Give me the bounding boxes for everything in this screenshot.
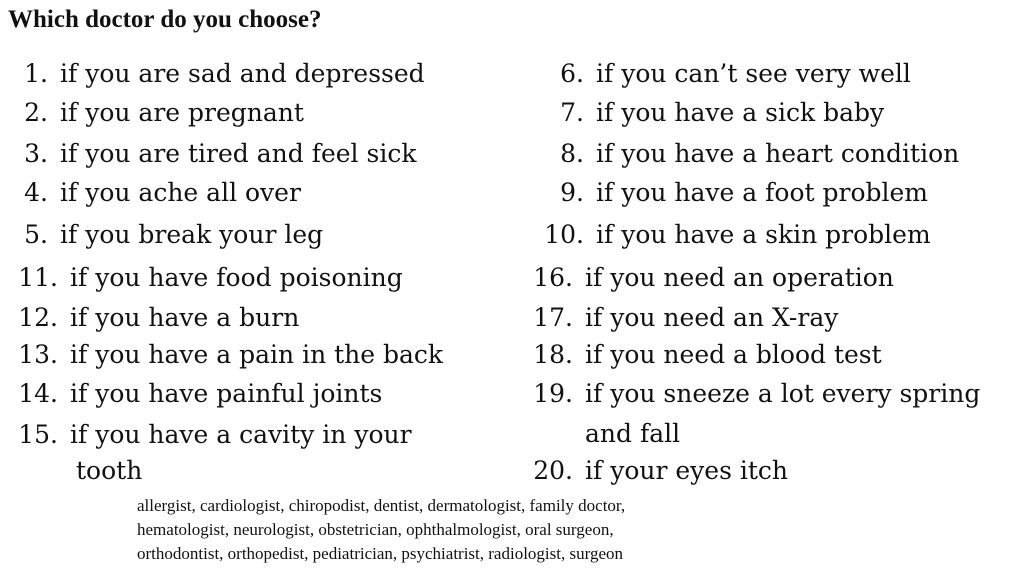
list-item-3	[18, 139, 416, 168]
item-text: if you have a foot problem	[596, 178, 928, 207]
item-text: if you need an X-ray	[585, 303, 839, 332]
item-text: if you break your leg	[60, 220, 324, 249]
item-text: if you ache all over	[60, 178, 301, 207]
item-number: 10.	[544, 220, 584, 249]
item-number: 18.	[533, 340, 573, 369]
item-text: if you have a burn	[70, 303, 300, 332]
item-number: 14.	[18, 379, 58, 408]
list-item-19-continuation: and fall	[585, 419, 681, 448]
item-text: if you are pregnant	[60, 98, 304, 127]
item-text: if you have a sick baby	[596, 98, 885, 127]
list-item-7	[538, 98, 884, 127]
item-text: if you have a skin problem	[596, 220, 931, 249]
list-item-18	[528, 340, 882, 369]
item-number: 5.	[24, 220, 48, 249]
item-text: if you can’t see very well	[596, 59, 911, 88]
list-item-5	[18, 220, 323, 249]
list-item-11	[18, 263, 403, 292]
word-bank-line: orthodontist, orthopedist, pediatrician, psychiatrist, radiologist, surgeon	[137, 544, 624, 563]
item-number: 2.	[24, 98, 48, 127]
list-item-17	[528, 303, 838, 332]
list-item-9	[538, 178, 928, 207]
item-number: 3.	[24, 139, 48, 168]
item-number: 4.	[24, 178, 48, 207]
item-text: if you have a heart condition	[596, 139, 960, 168]
item-text: if you sneeze a lot every spring	[585, 379, 981, 408]
item-text: if you have a cavity in your	[70, 420, 412, 449]
list-item-2	[18, 98, 304, 127]
item-text: if you have food poisoning	[70, 263, 403, 292]
item-text: if you need an operation	[585, 263, 894, 292]
item-number: 11.	[18, 263, 58, 292]
list-item-14	[18, 379, 382, 408]
list-item-10	[538, 220, 931, 249]
list-item-4	[18, 178, 301, 207]
item-number: 17.	[533, 303, 573, 332]
word-bank-line: hematologist, neurologist, obstetrician, ophthalmologist, oral surgeon,	[137, 520, 614, 539]
item-number: 8.	[560, 139, 584, 168]
item-text: if you are sad and depressed	[60, 59, 425, 88]
item-number: 19.	[533, 379, 573, 408]
list-item-19	[528, 379, 980, 408]
list-item-1	[18, 59, 425, 88]
list-item-13	[18, 340, 443, 369]
page-title: Which doctor do you choose?	[8, 6, 322, 33]
item-number: 15.	[18, 420, 58, 449]
item-number: 16.	[533, 263, 573, 292]
item-number: 12.	[18, 303, 58, 332]
item-text: if you have a pain in the back	[70, 340, 444, 369]
list-item-6	[538, 59, 911, 88]
list-item-20	[528, 456, 788, 485]
item-text: if your eyes itch	[585, 456, 789, 485]
list-item-8	[538, 139, 959, 168]
item-text: if you need a blood test	[585, 340, 882, 369]
doctor-word-bank	[137, 494, 827, 566]
item-number: 6.	[560, 59, 584, 88]
item-number: 9.	[560, 178, 584, 207]
list-item-15	[18, 420, 412, 449]
item-text: if you have painful joints	[70, 379, 383, 408]
item-number: 7.	[560, 98, 584, 127]
item-number: 20.	[533, 456, 573, 485]
item-number: 1.	[24, 59, 48, 88]
item-number: 13.	[18, 340, 58, 369]
list-item-12	[18, 303, 299, 332]
item-text: if you are tired and feel sick	[60, 139, 417, 168]
list-item-15-continuation: tooth	[76, 456, 143, 485]
word-bank-line: allergist, cardiologist, chiropodist, dentist, dermatologist, family doctor,	[137, 496, 626, 515]
list-item-16	[528, 263, 894, 292]
